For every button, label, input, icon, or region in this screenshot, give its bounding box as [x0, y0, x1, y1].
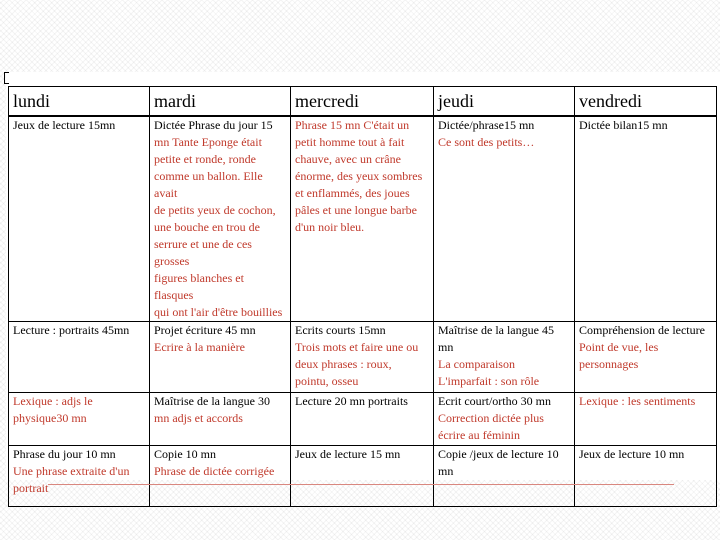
cell-line: Phrase de dictée corrigée: [154, 464, 275, 478]
cell-line: Ecrit court/ortho 30 mn: [438, 394, 551, 408]
table-row: [9, 393, 717, 446]
cell-line: petit homme tout à fait: [295, 135, 405, 149]
cell-line: comme un ballon. Elle avait: [154, 169, 263, 200]
cell-line: qui ont l'air d'être bouillies: [154, 305, 283, 319]
table-row: [9, 116, 717, 322]
header-vendredi: vendredi: [575, 87, 717, 117]
cell-line: mn adjs et accords: [154, 411, 243, 425]
cell-line: Correction dictée plus: [438, 411, 544, 425]
cell-lundi: [9, 446, 150, 507]
cell-line: Ecrits courts 15mn: [295, 323, 386, 337]
cell-line: Dictée/phrase15 mn: [438, 118, 535, 132]
cell-lundi: [9, 322, 150, 393]
cell-line: physique30 mn: [13, 411, 87, 425]
cell-line: chauve, avec un crâne: [295, 152, 401, 166]
cell-line: pointu, osseu: [295, 374, 359, 388]
cell-line: La comparaison: [438, 357, 515, 371]
cell-line: Maîtrise de la langue 30: [154, 394, 270, 408]
cell-jeudi: [434, 116, 575, 322]
cell-line: et enflammés, des joues: [295, 186, 410, 200]
cell-line: mn: [438, 464, 454, 478]
cell-line: Ce sont des petits…: [438, 135, 535, 149]
cell-line: Lecture 20 mn portraits: [295, 394, 408, 408]
cell-mercredi: [291, 116, 434, 322]
cell-line: Lexique : adjs le: [13, 394, 93, 408]
cell-mardi: [150, 322, 291, 393]
cell-line: écrire au féminin: [438, 428, 520, 442]
cell-line: Point de vue, les: [579, 340, 659, 354]
cell-line: de petits yeux de cochon,: [154, 203, 276, 217]
cell-vendredi: [575, 446, 717, 507]
header-mardi: mardi: [150, 87, 291, 117]
page-edge-mark: [4, 72, 9, 84]
cell-line: Projet écriture 45 mn: [154, 323, 256, 337]
cell-line: Copie /jeux de lecture 10: [438, 447, 559, 461]
cell-vendredi: [575, 322, 717, 393]
cell-jeudi: [434, 322, 575, 393]
cell-line: Phrase 15 mn C'était un: [295, 118, 410, 132]
cell-lundi: [9, 116, 150, 322]
cell-line: d'un noir bleu.: [295, 220, 365, 234]
header-jeudi: jeudi: [434, 87, 575, 117]
cell-line: Jeux de lecture 10 mn: [579, 447, 685, 461]
cell-mardi: [150, 393, 291, 446]
cell-line: portrait: [13, 481, 49, 495]
cell-line: Dictée Phrase du jour 15: [154, 118, 273, 132]
cell-line: Lexique : les sentiments: [579, 394, 696, 408]
header-lundi: lundi: [9, 87, 150, 117]
cell-line: serrure et une de ces grosses: [154, 237, 252, 268]
cell-line: petite et ronde, ronde: [154, 152, 256, 166]
cell-line: Ecrire à la manière: [154, 340, 245, 354]
header-mercredi: mercredi: [291, 87, 434, 117]
cell-line: Copie 10 mn: [154, 447, 216, 461]
cell-line: Phrase du jour 10 mn: [13, 447, 116, 461]
cell-line: Maîtrise de la langue 45: [438, 323, 554, 337]
cell-line: Lecture : portraits 45mn: [13, 323, 130, 337]
cell-line: Dictée bilan15 mn: [579, 118, 668, 132]
cell-line: L'imparfait : son rôle: [438, 374, 540, 388]
cell-line: Trois mots et faire une ou: [295, 340, 419, 354]
weekly-schedule-table: [8, 86, 717, 507]
cell-line: personnages: [579, 357, 639, 371]
cell-lundi: [9, 393, 150, 446]
cell-line: mn Tante Eponge était: [154, 135, 262, 149]
cell-line: figures blanches et flasques: [154, 271, 244, 302]
cell-mardi: [150, 116, 291, 322]
table-row: [9, 322, 717, 393]
header-row: [9, 87, 717, 117]
table-row: [9, 446, 717, 507]
cell-mercredi: [291, 393, 434, 446]
cell-line: Compréhension de lecture: [579, 323, 705, 337]
cell-line: deux phrases : roux,: [295, 357, 392, 371]
cell-mercredi: [291, 322, 434, 393]
footer-divider: [48, 484, 674, 485]
cell-line: une bouche en trou de: [154, 220, 260, 234]
cell-line: Une phrase extraite d'un: [13, 464, 130, 478]
cell-vendredi: [575, 116, 717, 322]
cell-mercredi: [291, 446, 434, 507]
cell-jeudi: [434, 393, 575, 446]
cell-mardi: [150, 446, 291, 507]
cell-vendredi: [575, 393, 717, 446]
cell-line: mn: [438, 340, 454, 354]
cell-line: pâles et une longue barbe: [295, 203, 417, 217]
cell-line: énorme, des yeux sombres: [295, 169, 423, 183]
cell-line: Jeux de lecture 15 mn: [295, 447, 401, 461]
cell-jeudi: [434, 446, 575, 507]
cell-line: Jeux de lecture 15mn: [13, 118, 116, 132]
